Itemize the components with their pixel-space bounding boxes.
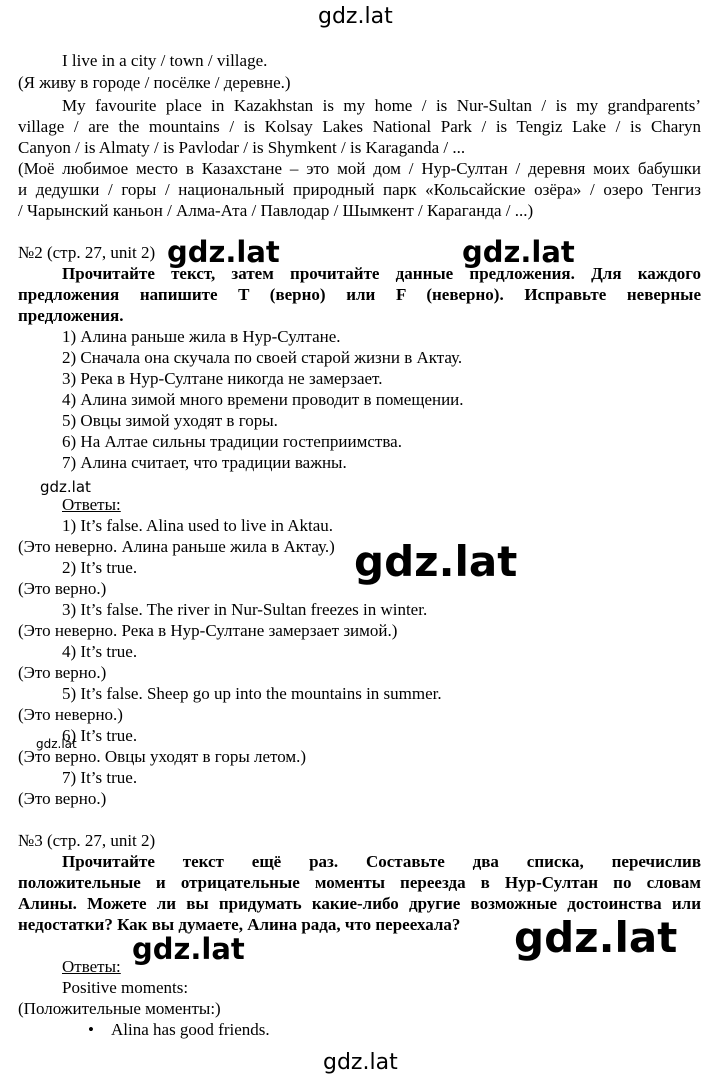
ex2-answers-label: Ответы:: [62, 495, 121, 514]
ex2-task-line-3: предложения.: [18, 306, 124, 325]
ex2-answer-6: 6) It’s true.: [62, 726, 138, 745]
watermark-answers-small: gdz.lat: [40, 478, 91, 496]
ex2-item-7: 7) Алина считает, что традиции важны.: [62, 453, 347, 472]
ex2-answer-7: 7) It’s true.: [62, 768, 138, 787]
ex2-task-line-1: Прочитайте текст, затем прочитайте данные предложения. Для каждого: [62, 264, 701, 283]
watermark-ex3-big: gdz.lat: [510, 917, 681, 959]
ex2-answer-3: 3) It’s false. The river in Nur-Sultan freezes in winter.: [62, 600, 428, 619]
intro-paragraph-line-2: village / are the mountains / is Kolsay Lakes National Park / is Tengiz Lake / is Charyn: [18, 117, 701, 136]
ex2-answer-3-translation: (Это неверно. Река в Нур-Султане замерзает зимой.): [18, 621, 398, 640]
ex2-task-line-2: предложения напишите T (верно) или F (неверно). Исправьте неверные: [18, 285, 701, 304]
ex2-item-3: 3) Река в Нур-Султане никогда не замерзает.: [62, 369, 383, 388]
ex3-positive-heading: Positive moments:: [62, 978, 189, 997]
ex2-heading: №2 (стр. 27, unit 2): [18, 243, 156, 262]
watermark-ex2-b: gdz.lat: [462, 235, 575, 269]
intro-translation-line-1: (Моё любимое место в Казахстане – это мой дом / Нур-Султан / деревня моих бабушки: [18, 159, 701, 178]
watermark-ex3-small: gdz.lat: [132, 932, 245, 966]
ex2-item-1: 1) Алина раньше жила в Нур-Султане.: [62, 327, 341, 346]
ex2-item-4: 4) Алина зимой много времени проводит в помещении.: [62, 390, 464, 409]
watermark-bottom: gdz.lat: [323, 1050, 398, 1075]
intro-paragraph-line-1: My favourite place in Kazakhstan is my home / is Nur-Sultan / is my grandparents’: [62, 96, 701, 115]
ex2-answer-4: 4) It’s true.: [62, 642, 138, 661]
ex2-answer-6-translation: (Это верно. Овцы уходят в горы летом.): [18, 747, 307, 766]
intro-line-1-translation: (Я живу в городе / посёлке / деревне.): [18, 73, 291, 92]
ex2-answer-2-translation: (Это верно.): [18, 579, 107, 598]
bullet-icon: •: [88, 1020, 94, 1039]
intro-translation-line-3: / Чарынский каньон / Алма-Ата / Павлодар / Шымкент / Караганда / ...): [18, 201, 534, 220]
ex2-item-5: 5) Овцы зимой уходят в горы.: [62, 411, 278, 430]
ex3-task-line-2: положительные и отрицательные моменты переезда в Нур-Султан по словам: [18, 873, 701, 892]
ex3-answers-label: Ответы:: [62, 957, 121, 976]
watermark-ex2-a: gdz.lat: [167, 235, 280, 269]
watermark-small-6: gdz.lat: [36, 737, 77, 751]
ex3-positive-item-1: Alina has good friends.: [111, 1020, 270, 1039]
ex2-answer-1: 1) It’s false. Alina used to live in Aktau.: [62, 516, 334, 535]
ex3-task-line-4: недостатки? Как вы думаете, Алина рада, что переехала?: [18, 915, 461, 934]
intro-line-1: I live in a city / town / village.: [62, 51, 268, 70]
watermark-top: gdz.lat: [318, 4, 393, 29]
ex3-positive-heading-translation: (Положительные моменты:): [18, 999, 221, 1018]
ex2-answer-2: 2) It’s true.: [62, 558, 138, 577]
ex3-task-line-3: Алины. Можете ли вы придумать какие-либо другие возможные достоинства или: [18, 894, 701, 913]
ex2-answer-7-translation: (Это верно.): [18, 789, 107, 808]
ex2-answer-4-translation: (Это верно.): [18, 663, 107, 682]
ex2-item-6: 6) На Алтае сильны традиции гостеприимства.: [62, 432, 402, 451]
ex2-item-2: 2) Сначала она скучала по своей старой жизни в Актау.: [62, 348, 463, 367]
ex3-heading: №3 (стр. 27, unit 2): [18, 831, 156, 850]
watermark-center-big: gdz.lat: [350, 541, 521, 583]
ex2-answer-5-translation: (Это неверно.): [18, 705, 123, 724]
intro-paragraph-line-3: Canyon / is Almaty / is Pavlodar / is Shymkent / is Karaganda / ...: [18, 138, 466, 157]
intro-translation-line-2: и дедушки / горы / национальный природный парк «Кольсайские озёра» / озеро Тенгиз: [18, 180, 701, 199]
ex2-answer-5: 5) It’s false. Sheep go up into the mountains in summer.: [62, 684, 442, 703]
ex3-task-line-1: Прочитайте текст ещё раз. Составьте два списка, перечислив: [62, 852, 701, 871]
ex2-answer-1-translation: (Это неверно. Алина раньше жила в Актау.): [18, 537, 335, 556]
